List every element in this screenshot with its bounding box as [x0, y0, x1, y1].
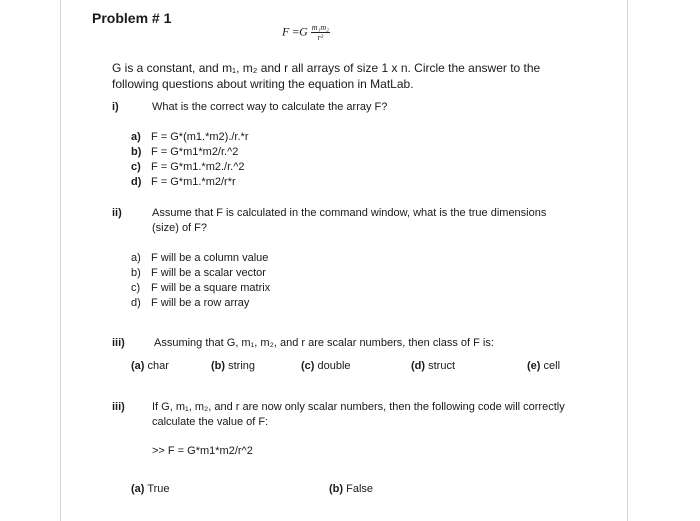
q1-number: i): [112, 101, 119, 113]
q3-option-double[interactable]: [301, 360, 351, 372]
formula-equals: =: [292, 24, 300, 39]
q1-text: What is the correct way to calculate the array F?: [152, 101, 388, 113]
q4-text-line-2: calculate the value of F:: [152, 416, 269, 428]
q4-option-b-label: (b): [329, 483, 344, 495]
q1-option-a-label: a): [131, 131, 141, 143]
q3-option-c-text: double: [317, 360, 351, 372]
problem-title: Problem # 1: [92, 10, 172, 26]
q3-option-char[interactable]: [131, 360, 169, 372]
q2-number: ii): [112, 207, 122, 219]
q4-text-line-1: If G, m₁, m₂, and r are now only scalar numbers, then the following code will correctly: [152, 401, 565, 413]
q1-option-d-label: d): [131, 176, 142, 188]
q2-option-a-label: a): [131, 252, 141, 264]
q3-option-c-label: (c): [301, 360, 315, 372]
q2-option-c[interactable]: F will be a square matrix: [151, 282, 271, 294]
q2-option-b-label: b): [131, 267, 141, 279]
q3-option-d-text: struct: [428, 360, 456, 372]
q3-option-string[interactable]: [211, 360, 255, 372]
formula-denominator: r²: [317, 33, 324, 42]
q4-option-a-label: (a): [131, 483, 145, 495]
q1-option-d[interactable]: F = G*m1.*m2/r*r: [151, 176, 236, 188]
q3-option-cell[interactable]: [527, 360, 560, 372]
q3-option-b-text: string: [228, 360, 256, 372]
gravity-formula: [282, 23, 330, 42]
intro-line-2: following questions about writing the equation in MatLab.: [112, 77, 414, 91]
q1-option-c-label: c): [131, 161, 141, 173]
q2-text-line-2: (size) of F?: [152, 222, 208, 234]
q3-option-struct[interactable]: [411, 360, 455, 372]
q1-option-b[interactable]: F = G*m1*m2/r.^2: [151, 146, 239, 158]
q3-text: Assuming that G, m₁, m₂, and r are scalar numbers, then class of F is:: [154, 337, 494, 349]
q4-number: iii): [112, 401, 125, 413]
q3-option-e-label: (e): [527, 360, 541, 372]
q3-option-e-text: cell: [543, 360, 561, 372]
q2-option-b[interactable]: F will be a scalar vector: [151, 267, 266, 279]
q1-option-a[interactable]: F = G*(m1.*m2)./r.*r: [151, 131, 249, 143]
formula-lhs: F: [282, 24, 290, 39]
formula-fraction: [311, 23, 330, 42]
q3-option-a-label: (a): [131, 360, 145, 372]
q1-option-c[interactable]: F = G*m1.*m2./r.^2: [151, 161, 245, 173]
q4-option-false[interactable]: [329, 483, 373, 495]
q3-number: iii): [112, 337, 125, 349]
q3-option-d-label: (d): [411, 360, 426, 372]
q4-option-a-text: True: [147, 483, 170, 495]
formula-numerator: m₁m₂: [311, 23, 329, 32]
formula-g: G: [299, 24, 308, 39]
q2-option-d-label: d): [131, 297, 141, 309]
q1-option-b-label: b): [131, 146, 142, 158]
q4-option-b-text: False: [346, 483, 374, 495]
q2-text-line-1: Assume that F is calculated in the command window, what is the true dimensions: [152, 207, 547, 219]
q2-option-c-label: c): [131, 282, 141, 294]
q2-option-a[interactable]: F will be a column value: [151, 252, 269, 264]
q4-option-true[interactable]: [131, 483, 170, 495]
q4-code: >> F = G*m1*m2/r^2: [152, 445, 253, 457]
q2-option-d[interactable]: F will be a row array: [151, 297, 250, 309]
q3-option-b-label: (b): [211, 360, 226, 372]
intro-line-1: G is a constant, and m₁, m₂ and r all arrays of size 1 x n. Circle the answer to the: [112, 61, 541, 75]
q3-option-a-text: char: [147, 360, 169, 372]
